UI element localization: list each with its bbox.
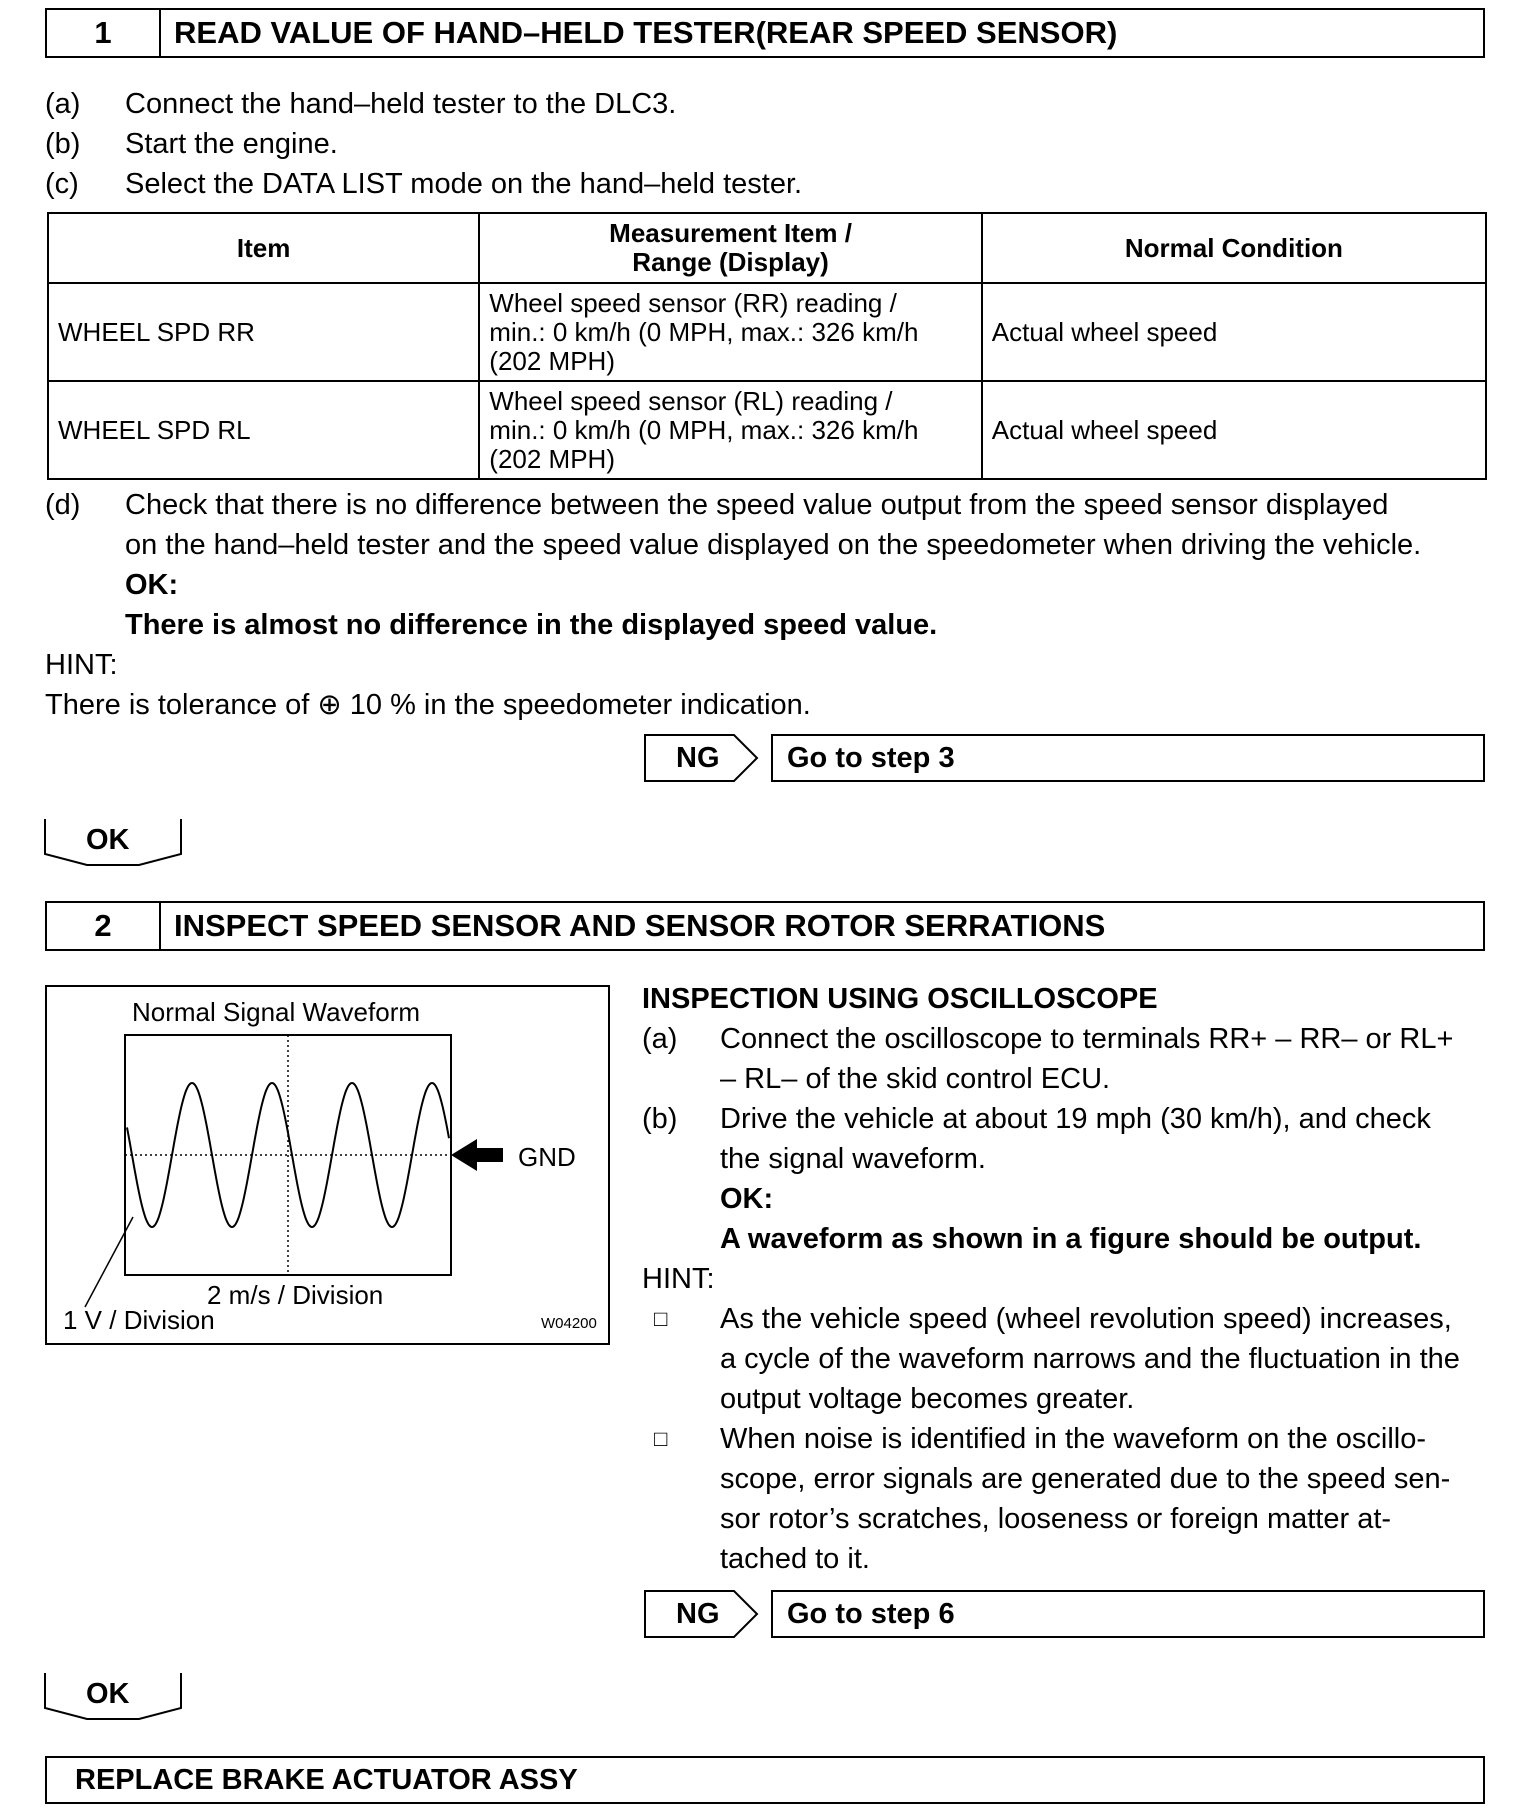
ok-label: OK xyxy=(86,1678,130,1710)
step-2-header xyxy=(45,901,1485,951)
hint-line: output voltage becomes greater. xyxy=(720,1383,1135,1415)
normal-condition-cell: Actual wheel speed xyxy=(982,381,1486,479)
gnd-arrow-icon xyxy=(451,1139,503,1171)
ng-button[interactable] xyxy=(644,734,760,782)
step-number: 1 xyxy=(47,10,161,56)
hint-text: There is tolerance of ⊕ 10 % in the speedometer indication. xyxy=(45,689,811,721)
table-row xyxy=(48,381,1486,479)
step-label: (d) xyxy=(45,489,81,521)
ok-criteria-label: OK: xyxy=(125,569,179,601)
hint-label: HINT: xyxy=(45,649,118,681)
item-cell: WHEEL SPD RL xyxy=(48,381,479,479)
y-division-label: 1 V / Division xyxy=(63,1305,215,1335)
check-text-line: on the hand–held tester and the speed value displayed on the speedometer when driving the vehicle. xyxy=(125,529,1422,561)
table-header-row xyxy=(48,213,1486,283)
step-text: Start the engine. xyxy=(125,128,338,160)
column-header-measurement: Measurement Item / Range (Display) xyxy=(479,213,982,283)
final-step-header xyxy=(45,1756,1485,1804)
check-text-line: Check that there is no difference between the speed value output from the speed sensor displayed xyxy=(125,489,1389,521)
data-list-table xyxy=(47,212,1487,480)
ok-criteria-label: OK: xyxy=(720,1183,774,1215)
step-text-line: Connect the oscilloscope to terminals RR+ – RR– or RL+ xyxy=(720,1023,1454,1055)
step-text: Connect the hand–held tester to the DLC3. xyxy=(125,88,677,120)
step-1-header xyxy=(45,8,1485,58)
step-label: (c) xyxy=(45,168,79,200)
bullet-icon: □ xyxy=(654,1426,668,1451)
hint-line: sor rotor’s scratches, looseness or foreign matter at- xyxy=(720,1503,1392,1535)
final-step-title: REPLACE BRAKE ACTUATOR ASSY xyxy=(75,1764,578,1796)
measurement-cell: Wheel speed sensor (RR) reading / min.: 0 km/h (0 MPH, max.: 326 km/h (202 MPH) xyxy=(479,283,982,381)
step-text-line: Drive the vehicle at about 19 mph (30 km/h), and check xyxy=(720,1103,1431,1135)
step-text: Select the DATA LIST mode on the hand–held tester. xyxy=(125,168,803,200)
go-to-step-link[interactable]: Go to step 6 xyxy=(771,1590,1485,1638)
go-to-step-link[interactable]: Go to step 3 xyxy=(771,734,1485,782)
table-row xyxy=(48,283,1486,381)
hint-line: scope, error signals are generated due to the speed sen- xyxy=(720,1463,1451,1495)
hint-line: tached to it. xyxy=(720,1543,870,1575)
hint-line: a cycle of the waveform narrows and the fluctuation in the xyxy=(720,1343,1460,1375)
step-number: 2 xyxy=(47,903,161,949)
ng-label: NG xyxy=(676,742,720,774)
figure-code: W04200 xyxy=(541,1315,597,1332)
step-title: READ VALUE OF HAND–HELD TESTER(REAR SPEED SENSOR) xyxy=(174,15,1118,50)
step-label: (b) xyxy=(45,128,81,160)
ok-button[interactable] xyxy=(44,1672,184,1720)
step-text-line: the signal waveform. xyxy=(720,1143,986,1175)
hint-label: HINT: xyxy=(642,1263,715,1295)
step-label: (b) xyxy=(642,1103,678,1135)
waveform-figure xyxy=(45,985,610,1345)
ok-criteria-text: There is almost no difference in the displayed speed value. xyxy=(125,609,938,641)
step-title: INSPECT SPEED SENSOR AND SENSOR ROTOR SERRATIONS xyxy=(174,908,1106,943)
step-text-line: – RL– of the skid control ECU. xyxy=(720,1063,1111,1095)
bullet-icon: □ xyxy=(654,1306,668,1331)
ok-label: OK xyxy=(86,824,130,856)
ok-button[interactable] xyxy=(44,818,184,866)
measurement-cell: Wheel speed sensor (RL) reading / min.: 0 km/h (0 MPH, max.: 326 km/h (202 MPH) xyxy=(479,381,982,479)
ng-label: NG xyxy=(676,1598,720,1630)
item-cell: WHEEL SPD RR xyxy=(48,283,479,381)
figure-title: Normal Signal Waveform xyxy=(132,997,421,1027)
normal-condition-cell: Actual wheel speed xyxy=(982,283,1486,381)
step-label: (a) xyxy=(45,88,81,120)
x-division-label: 2 m/s / Division xyxy=(207,1280,384,1310)
section-title: INSPECTION USING OSCILLOSCOPE xyxy=(642,983,1158,1015)
column-header-normal: Normal Condition xyxy=(982,213,1486,283)
ng-button[interactable] xyxy=(644,1590,760,1638)
gnd-label: GND xyxy=(518,1142,576,1172)
ok-criteria-text: A waveform as shown in a figure should be output. xyxy=(720,1223,1422,1255)
step-label: (a) xyxy=(642,1023,678,1055)
hint-line: When noise is identified in the waveform on the oscillo- xyxy=(720,1423,1427,1455)
hint-line: As the vehicle speed (wheel revolution speed) increases, xyxy=(720,1303,1452,1335)
column-header-item: Item xyxy=(48,213,479,283)
